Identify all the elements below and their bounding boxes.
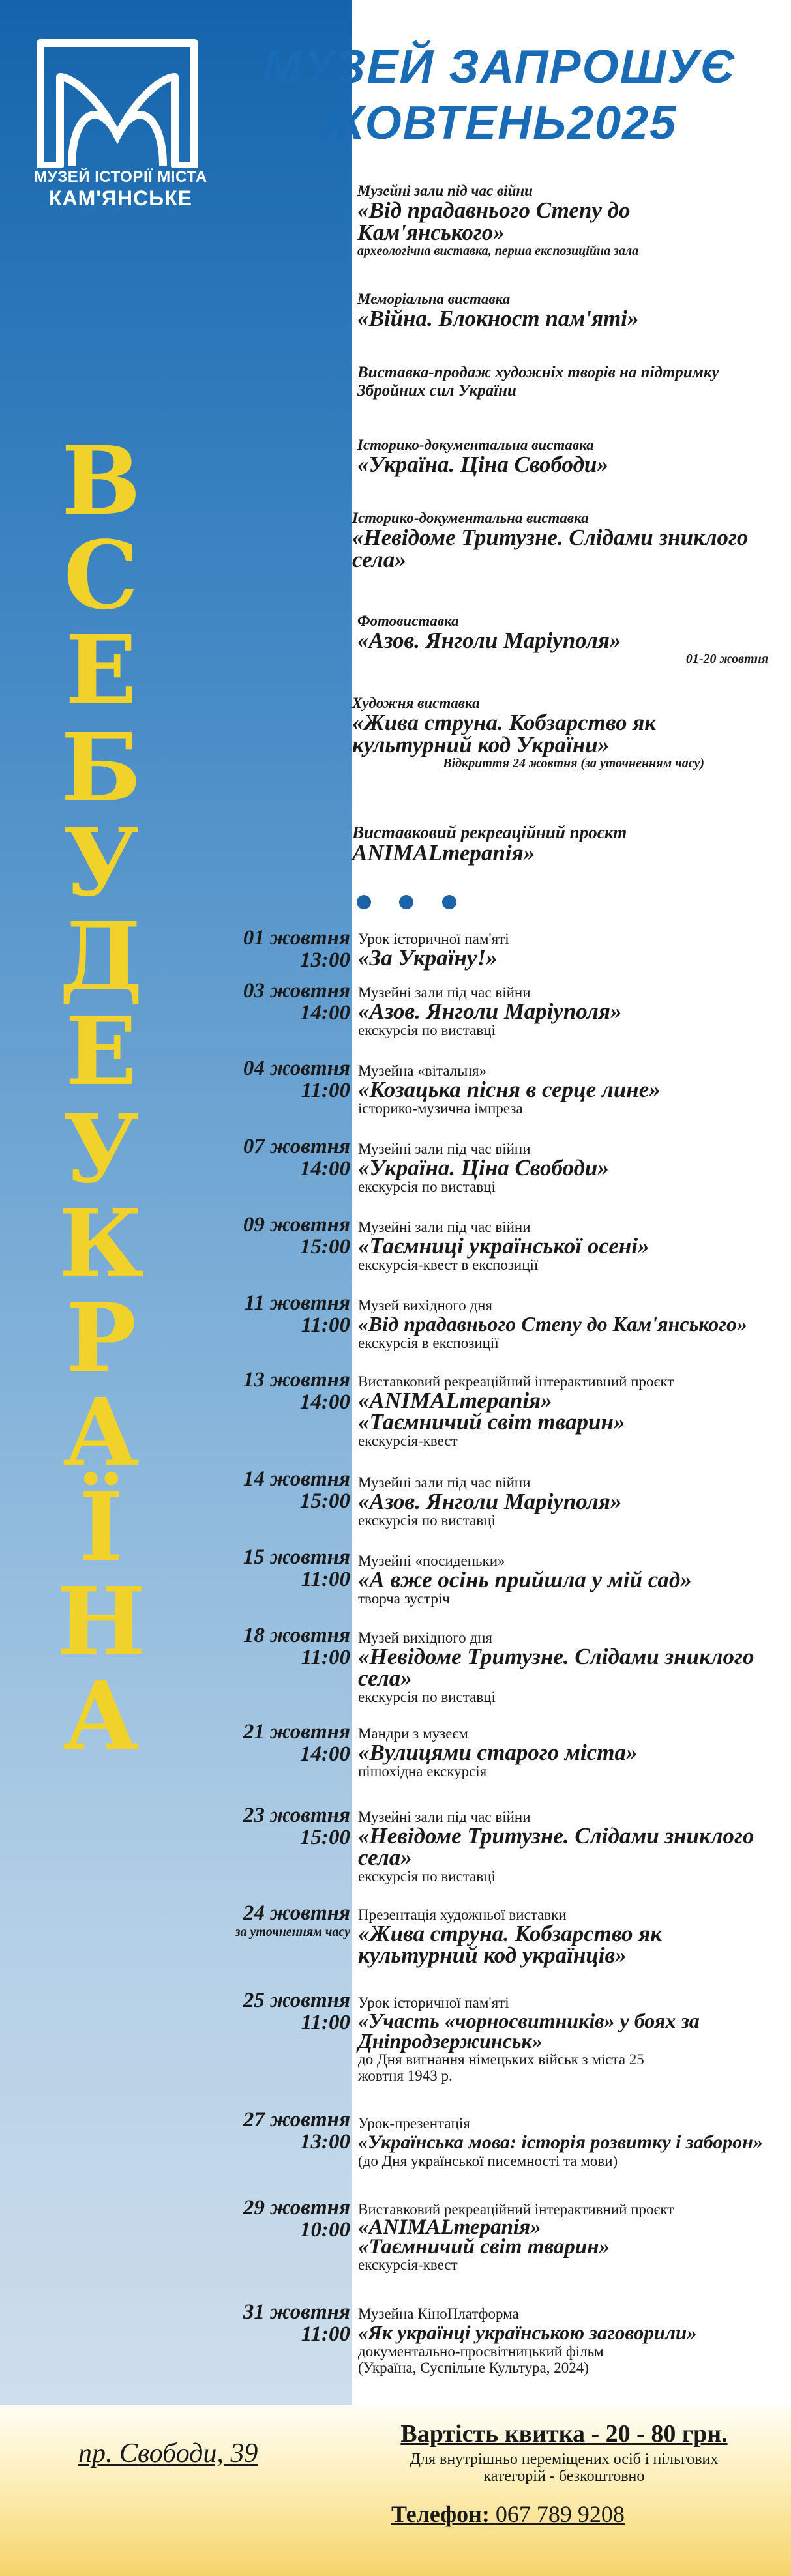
event-date-block [117,1468,350,1512]
event-title: «Азов. Янголи Маріуполя» [358,1489,622,1514]
event-date: 25 жовтня [243,1989,350,2012]
dot [399,895,413,909]
exhibition-item [357,291,768,330]
event-date: 09 жовтня [243,1213,350,1237]
event-kind: Урок історичної пам'яті [358,1995,509,2011]
event-item [358,1995,775,2084]
event-date-block [117,1624,350,1669]
event-item [358,1373,775,1449]
event-title: «Козацька пісня в серце лине» [358,1077,661,1102]
event-date: 14 жовтня [243,1467,350,1491]
event-subtitle: екскурсія по виставці [358,1689,496,1705]
event-date: 04 жовтня [243,1057,350,1080]
event-date-block [117,980,350,1024]
exhibition-title: «Війна. Блокност пам'яті» [357,306,639,331]
event-date: 15 жовтня [243,1545,350,1569]
event-item [358,984,775,1038]
event-kind: Музей вихідного дня [358,1630,493,1646]
event-date-block [117,1721,350,1765]
event-item [358,1297,775,1351]
event-title: «А вже осінь прийшла у мій сад» [358,1567,692,1592]
exhibition-item [352,695,763,770]
event-subtitle: екскурсія по виставці [358,1022,496,1038]
museum-logo [33,38,202,168]
event-subtitle: історико-музична імпреза [358,1100,523,1117]
exhibition-item [357,613,768,666]
event-item [358,1474,775,1529]
event-date: 01 жовтня [243,926,350,950]
event-kind: Урок-презентація [358,2115,470,2131]
event-date-block [117,1902,350,1940]
event-kind: Музейні зали під час війни [358,1809,531,1825]
event-date: 03 жовтня [243,979,350,1003]
event-item [358,1907,775,1966]
slogan-letter: Н [56,1566,146,1676]
event-subtitle: пішохідна екскурсія [358,1763,487,1779]
event-time: 11:00 [301,2322,350,2346]
event-note: за уточненням часу [235,1925,350,1939]
event-subtitle: екскурсія-квест [358,1433,458,1449]
event-date: 29 жовтня [243,2196,350,2219]
event-kind: Музейна «вітальня» [358,1062,487,1079]
event-title: «ANIMALтерапія» «Таємничий світ тварин» [358,2216,610,2259]
event-title: «Жива струна. Кобзарство як культурний код українців» [358,1921,663,1968]
event-time: 13:00 [300,948,350,972]
event-time: 14:00 [300,1390,350,1414]
event-item [358,2115,775,2169]
event-title: «Участь «чорносвитників» у боях за Дніпродзержинськ» [358,2009,700,2053]
event-date-block [117,1214,350,1258]
dot [442,895,456,909]
exhibition-title: «Азов. Янголи Маріуполя» [357,628,621,653]
slogan-letter: А [63,1661,140,1771]
event-subtitle: екскурсія-квест [358,2257,458,2273]
event-kind: Презентація художньої виставки [358,1907,567,1923]
exhibition-title: «Від прадавнього Степу до Кам'янського» [357,198,631,245]
event-kind: Музейні «посиденьки» [358,1553,505,1569]
phone-label: Телефон: [391,2501,490,2527]
event-kind: Музейні зали під час війни [358,1219,531,1235]
event-time: 11:00 [301,1568,350,1591]
event-date: 31 жовтня [243,2300,350,2324]
exhibition-item [352,510,763,571]
event-subtitle: екскурсія по виставці [358,1512,496,1529]
event-kind: Мандри з музеєм [358,1725,468,1742]
event-kind: Музейні зали під час війни [358,1474,531,1491]
exhibition-note: археологічна виставка, перша експозиційна зала [357,244,639,258]
slogan-letter: У [63,807,140,917]
event-title: «Невідоме Тритузне. Слідами зниклого села» [358,1644,754,1691]
event-item [358,1219,775,1273]
phone-number[interactable]: 067 789 9208 [495,2501,625,2527]
event-title: «За Україну!» [358,945,498,971]
exhibition-kind: Меморіальна виставка [357,291,511,307]
event-kind: Музейні зали під час війни [358,984,531,1001]
event-item [358,1062,775,1117]
event-kind: Виставковий рекреаційний інтерактивний проєкт [358,1373,674,1390]
event-title: «ANIMALтерапія» «Таємничий світ тварин» [358,1388,625,1435]
event-title: «Невідоме Тритузне. Слідами зниклого села» [358,1823,754,1870]
slogan-letter: Д [59,901,143,1012]
exhibition-item [357,437,768,476]
event-kind: Музейна КіноПлатформа [358,2305,519,2322]
event-subtitle: до Дня вигнання німецьких військ з міста 25 жовтня 1943 р. [358,2051,644,2084]
ticket-price-block [365,2420,763,2485]
event-date: 23 жовтня [243,1804,350,1827]
event-date-block [117,1057,350,1102]
event-time: 15:00 [300,1489,350,1513]
event-time: 14:00 [300,1742,350,1766]
event-date: 18 жовтня [243,1624,350,1647]
event-time: 14:00 [300,1157,350,1180]
header-title-line1: МУЗЕЙ ЗАПРОШУЄ [262,41,736,93]
exhibition-kind: Історико-документальна виставка [352,510,589,526]
event-date: 24 жовтня [243,1901,350,1925]
event-subtitle: екскурсія в експозиції [358,1335,499,1351]
event-date-block [117,2301,350,2345]
event-time: 15:00 [300,1826,350,1849]
event-date-block [117,1369,350,1413]
exhibition-kind: Музейні зали під час війни [357,183,533,199]
exhibition-title: ANIMALтерапія» [352,840,535,866]
slogan-letter: К [58,1188,144,1298]
event-item [358,1725,775,1779]
ticket-price: Вартість квитка - 20 - 80 грн. [400,2420,728,2448]
exhibition-kind: Художня виставка [352,695,480,711]
exhibition-date: 01-20 жовтня [685,652,768,666]
header-title-line2: ЖОВТЕНЬ2025 [320,97,678,149]
event-date: 27 жовтня [243,2108,350,2131]
exhibition-kind: Фотовиставка [357,613,459,629]
event-subtitle: (до Дня української писемності та мови) [358,2153,618,2169]
address: пр. Свободи, 39 [78,2438,258,2468]
event-date-block [117,927,350,971]
slogan-letter: Е [65,996,137,1106]
event-date-block [117,2197,350,2241]
event-item [358,1141,775,1195]
slogan-letter: Ї [79,1472,123,1582]
exhibition-kind: Історико-документальна виставка [357,437,594,453]
slogan-letter: Р [65,1283,137,1393]
event-item [358,1630,775,1705]
exhibition-title: «Невідоме Тритузне. Слідами зниклого села» [352,525,749,572]
event-subtitle: творча зустріч [358,1590,450,1607]
event-date: 07 жовтня [243,1135,350,1158]
event-item [358,931,775,969]
event-date-block [117,1546,350,1590]
event-title: «Від прадавнього Степу до Кам'янського» [358,1312,748,1336]
event-time: 11:00 [301,2011,350,2034]
slogan-letter: В [61,426,141,536]
event-kind: Виставковий рекреаційний інтерактивний проєкт [358,2201,674,2217]
event-item [358,2201,775,2273]
logo-text-line1: МУЗЕЙ ІСТОРІЇ МІСТА [34,168,207,186]
price-note: Для внутрішньо переміщених осіб і пільгових категорій - безкоштовно [410,2451,719,2485]
event-date-block [117,1804,350,1849]
event-title: «Як українці українською заговорили» [358,2321,697,2344]
event-kind: Урок історичної пам'яті [358,931,509,947]
dot [357,895,371,909]
exhibition-item [357,364,768,400]
exhibition-title: «Україна. Ціна Свободи» [357,452,608,477]
slogan-letter: А [63,1377,140,1487]
event-time: 15:00 [300,1235,350,1259]
event-subtitle: документально-просвітницький фільм (Україна, Суспільне Культура, 2024) [358,2343,604,2376]
event-title: «Україна. Ціна Свободи» [358,1155,609,1180]
event-time: 14:00 [300,1001,350,1025]
slogan-letter: С [63,520,139,630]
exhibition-item [352,823,763,864]
event-kind: Музейні зали під час війни [358,1141,531,1157]
event-item [358,1553,775,1607]
event-date-block [117,1989,350,2034]
logo-text-line2: КАМ'ЯНСЬКЕ [49,186,192,210]
exhibition-date: Відкриття 24 жовтня (за уточненням часу) [443,756,704,770]
event-item [358,1809,775,1884]
event-date-block [117,2109,350,2153]
event-date: 21 жовтня [243,1720,350,1744]
event-time: 11:00 [301,1646,350,1669]
event-subtitle: екскурсія по виставці [358,1868,496,1884]
phone-block [391,2500,625,2528]
event-subtitle: екскурсія по виставці [358,1178,496,1195]
exhibition-item [357,183,768,258]
slogan-letter: Е [65,615,137,725]
event-title: «Українська мова: історія розвитку і заборон» [358,2131,763,2153]
exhibition-kind: Виставка-продаж художніх творів на підтримку Збройних сил України [357,364,719,400]
slogan-letter: У [63,1094,140,1204]
event-time: 10:00 [300,2218,350,2242]
event-title: «Вулицями старого міста» [358,1740,638,1765]
event-title: «Азов. Янголи Маріуполя» [358,999,622,1024]
event-date-block [117,1292,350,1336]
event-date-block [117,1135,350,1180]
event-subtitle: екскурсія-квест в експозиції [358,1257,539,1273]
event-title: «Таємниці української осені» [358,1233,649,1259]
event-date: 13 жовтня [243,1368,350,1392]
event-kind: Музей вихідного дня [358,1297,493,1313]
exhibition-title: «Жива струна. Кобзарство як культурний код України» [352,710,657,757]
event-time: 11:00 [301,1079,350,1102]
event-time: 13:00 [300,2130,350,2154]
event-date: 11 жовтня [244,1291,350,1315]
slogan-letter: Б [61,712,142,823]
exhibition-kind: Виставковий рекреаційний проєкт [352,823,627,842]
event-time: 11:00 [301,1313,350,1337]
event-item [358,2305,775,2376]
